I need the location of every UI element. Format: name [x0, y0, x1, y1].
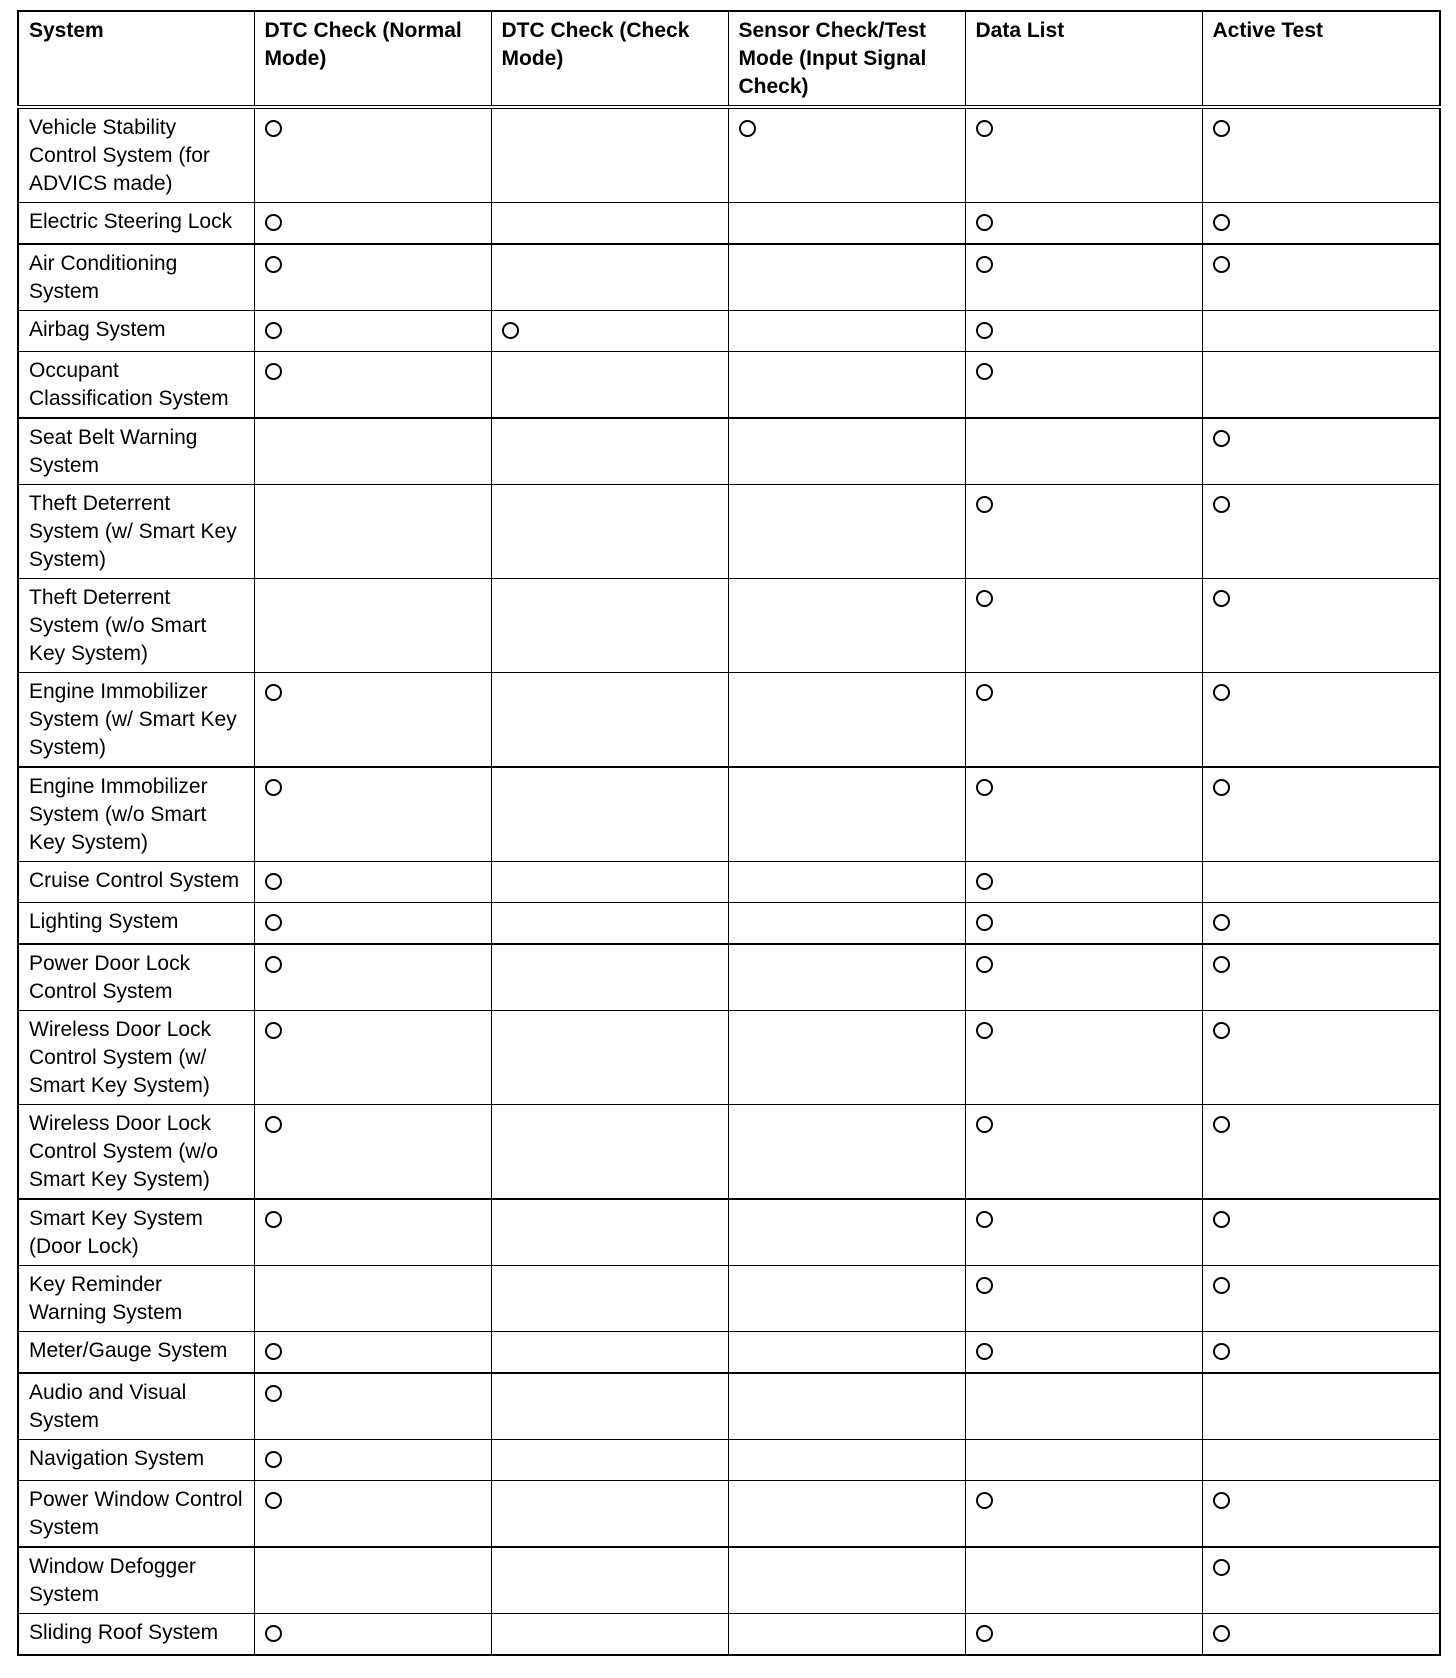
dtc-check-check-mode-cell: [491, 1440, 728, 1481]
data-list-cell: [965, 1440, 1202, 1481]
circle-mark-icon: [739, 120, 756, 137]
dtc-check-normal-mode-cell: [254, 767, 491, 862]
table-row: [18, 767, 1440, 862]
table-row: [18, 673, 1440, 768]
table-row: [18, 203, 1440, 245]
circle-mark-icon: [976, 956, 993, 973]
table-row: [18, 485, 1440, 579]
active-test-cell: [1202, 862, 1440, 903]
system-name-cell: Theft Deterrent System (w/ Smart Key System): [18, 485, 254, 579]
sensor-check-test-mode-cell: [728, 1011, 965, 1105]
table-row: [18, 1199, 1440, 1266]
dtc-check-check-mode-cell: [491, 107, 728, 203]
sensor-check-test-mode-cell: [728, 485, 965, 579]
dtc-check-normal-mode-cell: [254, 1105, 491, 1200]
sensor-check-test-mode-cell: [728, 418, 965, 485]
circle-mark-icon: [1213, 1277, 1230, 1294]
active-test-cell: [1202, 1614, 1440, 1656]
data-list-cell: [965, 107, 1202, 203]
active-test-cell: [1202, 107, 1440, 203]
data-list-cell: [965, 1105, 1202, 1200]
dtc-check-normal-mode-cell: [254, 1481, 491, 1548]
header-system: System: [18, 11, 254, 107]
data-list-cell: [965, 485, 1202, 579]
active-test-cell: [1202, 673, 1440, 768]
circle-mark-icon: [1213, 1022, 1230, 1039]
sensor-check-test-mode-cell: [728, 673, 965, 768]
dtc-check-normal-mode-cell: [254, 1199, 491, 1266]
circle-mark-icon: [265, 1022, 282, 1039]
system-name-cell: Vehicle Stability Control System (for ADVICS made): [18, 107, 254, 203]
circle-mark-icon: [976, 914, 993, 931]
sensor-check-test-mode-cell: [728, 1332, 965, 1374]
dtc-check-normal-mode-cell: [254, 673, 491, 768]
data-list-cell: [965, 1481, 1202, 1548]
circle-mark-icon: [265, 1116, 282, 1133]
table-row: [18, 1373, 1440, 1440]
active-test-cell: [1202, 352, 1440, 419]
circle-mark-icon: [265, 1385, 282, 1402]
data-list-cell: [965, 1373, 1202, 1440]
sensor-check-test-mode-cell: [728, 903, 965, 945]
circle-mark-icon: [976, 1343, 993, 1360]
circle-mark-icon: [265, 1492, 282, 1509]
dtc-check-check-mode-cell: [491, 862, 728, 903]
sensor-check-test-mode-cell: [728, 1440, 965, 1481]
table-row: [18, 579, 1440, 673]
table-row: [18, 244, 1440, 311]
circle-mark-icon: [265, 779, 282, 796]
active-test-cell: [1202, 767, 1440, 862]
dtc-check-check-mode-cell: [491, 1011, 728, 1105]
sensor-check-test-mode-cell: [728, 107, 965, 203]
circle-mark-icon: [1213, 956, 1230, 973]
dtc-check-normal-mode-cell: [254, 1373, 491, 1440]
system-name-cell: Cruise Control System: [18, 862, 254, 903]
active-test-cell: [1202, 1266, 1440, 1332]
system-name-cell: Sliding Roof System: [18, 1614, 254, 1656]
dtc-check-check-mode-cell: [491, 903, 728, 945]
circle-mark-icon: [976, 1625, 993, 1642]
header-data-list: Data List: [965, 11, 1202, 107]
system-name-cell: Theft Deterrent System (w/o Smart Key System): [18, 579, 254, 673]
dtc-check-normal-mode-cell: [254, 1547, 491, 1614]
dtc-check-check-mode-cell: [491, 767, 728, 862]
system-name-cell: Navigation System: [18, 1440, 254, 1481]
sensor-check-test-mode-cell: [728, 352, 965, 419]
sensor-check-test-mode-cell: [728, 1266, 965, 1332]
circle-mark-icon: [976, 1022, 993, 1039]
circle-mark-icon: [976, 1116, 993, 1133]
data-list-cell: [965, 311, 1202, 352]
data-list-cell: [965, 903, 1202, 945]
dtc-check-check-mode-cell: [491, 352, 728, 419]
dtc-check-normal-mode-cell: [254, 1614, 491, 1656]
circle-mark-icon: [976, 590, 993, 607]
active-test-cell: [1202, 1011, 1440, 1105]
active-test-cell: [1202, 1105, 1440, 1200]
sensor-check-test-mode-cell: [728, 767, 965, 862]
table-body: [18, 107, 1440, 1655]
circle-mark-icon: [1213, 590, 1230, 607]
dtc-check-check-mode-cell: [491, 485, 728, 579]
dtc-check-normal-mode-cell: [254, 903, 491, 945]
dtc-check-normal-mode-cell: [254, 485, 491, 579]
table-row: [18, 352, 1440, 419]
circle-mark-icon: [265, 1343, 282, 1360]
data-list-cell: [965, 1547, 1202, 1614]
circle-mark-icon: [976, 1277, 993, 1294]
table-row: [18, 1105, 1440, 1200]
table-row: [18, 418, 1440, 485]
system-name-cell: Occupant Classification System: [18, 352, 254, 419]
system-name-cell: Meter/Gauge System: [18, 1332, 254, 1374]
circle-mark-icon: [1213, 1116, 1230, 1133]
circle-mark-icon: [976, 214, 993, 231]
sensor-check-test-mode-cell: [728, 1105, 965, 1200]
dtc-check-normal-mode-cell: [254, 418, 491, 485]
dtc-check-check-mode-cell: [491, 203, 728, 245]
dtc-check-normal-mode-cell: [254, 107, 491, 203]
dtc-check-check-mode-cell: [491, 579, 728, 673]
active-test-cell: [1202, 1332, 1440, 1374]
circle-mark-icon: [976, 873, 993, 890]
sensor-check-test-mode-cell: [728, 244, 965, 311]
circle-mark-icon: [976, 496, 993, 513]
header-dtc-check-normal-mode: DTC Check (Normal Mode): [254, 11, 491, 107]
circle-mark-icon: [265, 1625, 282, 1642]
circle-mark-icon: [1213, 1211, 1230, 1228]
data-list-cell: [965, 767, 1202, 862]
active-test-cell: [1202, 944, 1440, 1011]
active-test-cell: [1202, 903, 1440, 945]
dtc-check-check-mode-cell: [491, 944, 728, 1011]
circle-mark-icon: [1213, 779, 1230, 796]
circle-mark-icon: [265, 684, 282, 701]
dtc-check-normal-mode-cell: [254, 311, 491, 352]
dtc-check-normal-mode-cell: [254, 579, 491, 673]
dtc-check-check-mode-cell: [491, 673, 728, 768]
system-name-cell: Air Conditioning System: [18, 244, 254, 311]
circle-mark-icon: [1213, 1492, 1230, 1509]
dtc-check-check-mode-cell: [491, 311, 728, 352]
active-test-cell: [1202, 418, 1440, 485]
table-row: [18, 1614, 1440, 1656]
data-list-cell: [965, 579, 1202, 673]
system-name-cell: Audio and Visual System: [18, 1373, 254, 1440]
system-name-cell: Power Door Lock Control System: [18, 944, 254, 1011]
dtc-check-normal-mode-cell: [254, 203, 491, 245]
circle-mark-icon: [1213, 496, 1230, 513]
table-row: [18, 862, 1440, 903]
dtc-check-check-mode-cell: [491, 1614, 728, 1656]
circle-mark-icon: [1213, 430, 1230, 447]
table-row: [18, 1266, 1440, 1332]
system-name-cell: Engine Immobilizer System (w/ Smart Key System): [18, 673, 254, 768]
circle-mark-icon: [976, 322, 993, 339]
system-name-cell: Lighting System: [18, 903, 254, 945]
circle-mark-icon: [265, 214, 282, 231]
circle-mark-icon: [265, 1451, 282, 1468]
system-name-cell: Wireless Door Lock Control System (w/ Smart Key System): [18, 1011, 254, 1105]
header-row: [18, 11, 1440, 107]
dtc-check-check-mode-cell: [491, 1266, 728, 1332]
header-dtc-check-check-mode: DTC Check (Check Mode): [491, 11, 728, 107]
circle-mark-icon: [265, 956, 282, 973]
circle-mark-icon: [265, 256, 282, 273]
active-test-cell: [1202, 1440, 1440, 1481]
circle-mark-icon: [976, 1211, 993, 1228]
system-name-cell: Key Reminder Warning System: [18, 1266, 254, 1332]
data-list-cell: [965, 203, 1202, 245]
active-test-cell: [1202, 1481, 1440, 1548]
data-list-cell: [965, 418, 1202, 485]
dtc-check-normal-mode-cell: [254, 944, 491, 1011]
active-test-cell: [1202, 244, 1440, 311]
circle-mark-icon: [265, 873, 282, 890]
circle-mark-icon: [1213, 1625, 1230, 1642]
data-list-cell: [965, 862, 1202, 903]
diagnostic-function-table: [17, 10, 1441, 1656]
table-row: [18, 1547, 1440, 1614]
data-list-cell: [965, 244, 1202, 311]
table-row: [18, 1332, 1440, 1374]
circle-mark-icon: [976, 120, 993, 137]
dtc-check-check-mode-cell: [491, 1105, 728, 1200]
circle-mark-icon: [976, 256, 993, 273]
data-list-cell: [965, 1332, 1202, 1374]
circle-mark-icon: [976, 1492, 993, 1509]
data-list-cell: [965, 352, 1202, 419]
sensor-check-test-mode-cell: [728, 579, 965, 673]
circle-mark-icon: [1213, 256, 1230, 273]
sensor-check-test-mode-cell: [728, 1199, 965, 1266]
circle-mark-icon: [1213, 1559, 1230, 1576]
sensor-check-test-mode-cell: [728, 1547, 965, 1614]
table-row: [18, 1440, 1440, 1481]
sensor-check-test-mode-cell: [728, 1614, 965, 1656]
dtc-check-normal-mode-cell: [254, 352, 491, 419]
circle-mark-icon: [265, 1211, 282, 1228]
dtc-check-check-mode-cell: [491, 1373, 728, 1440]
data-list-cell: [965, 1266, 1202, 1332]
sensor-check-test-mode-cell: [728, 862, 965, 903]
table-row: [18, 1011, 1440, 1105]
table-row: [18, 1481, 1440, 1548]
active-test-cell: [1202, 1373, 1440, 1440]
table-row: [18, 903, 1440, 945]
data-list-cell: [965, 1614, 1202, 1656]
data-list-cell: [965, 673, 1202, 768]
circle-mark-icon: [1213, 1343, 1230, 1360]
circle-mark-icon: [265, 322, 282, 339]
table-row: [18, 311, 1440, 352]
dtc-check-check-mode-cell: [491, 1199, 728, 1266]
circle-mark-icon: [1213, 120, 1230, 137]
data-list-cell: [965, 1199, 1202, 1266]
active-test-cell: [1202, 485, 1440, 579]
data-list-cell: [965, 944, 1202, 1011]
table-row: [18, 107, 1440, 203]
sensor-check-test-mode-cell: [728, 1373, 965, 1440]
dtc-check-normal-mode-cell: [254, 1266, 491, 1332]
system-name-cell: Power Window Control System: [18, 1481, 254, 1548]
sensor-check-test-mode-cell: [728, 944, 965, 1011]
header-sensor-check-test-mode: Sensor Check/Test Mode (Input Signal Check): [728, 11, 965, 107]
sensor-check-test-mode-cell: [728, 1481, 965, 1548]
sensor-check-test-mode-cell: [728, 311, 965, 352]
dtc-check-check-mode-cell: [491, 1547, 728, 1614]
active-test-cell: [1202, 1199, 1440, 1266]
system-name-cell: Smart Key System (Door Lock): [18, 1199, 254, 1266]
circle-mark-icon: [502, 322, 519, 339]
system-name-cell: Wireless Door Lock Control System (w/o Smart Key System): [18, 1105, 254, 1200]
active-test-cell: [1202, 579, 1440, 673]
circle-mark-icon: [265, 363, 282, 380]
system-name-cell: Electric Steering Lock: [18, 203, 254, 245]
dtc-check-normal-mode-cell: [254, 1011, 491, 1105]
dtc-check-check-mode-cell: [491, 244, 728, 311]
system-name-cell: Window Defogger System: [18, 1547, 254, 1614]
system-name-cell: Airbag System: [18, 311, 254, 352]
dtc-check-check-mode-cell: [491, 418, 728, 485]
system-name-cell: Engine Immobilizer System (w/o Smart Key System): [18, 767, 254, 862]
active-test-cell: [1202, 311, 1440, 352]
table-row: [18, 944, 1440, 1011]
circle-mark-icon: [1213, 684, 1230, 701]
dtc-check-normal-mode-cell: [254, 1440, 491, 1481]
circle-mark-icon: [265, 120, 282, 137]
circle-mark-icon: [1213, 214, 1230, 231]
dtc-check-normal-mode-cell: [254, 1332, 491, 1374]
active-test-cell: [1202, 1547, 1440, 1614]
circle-mark-icon: [976, 363, 993, 380]
circle-mark-icon: [265, 914, 282, 931]
data-list-cell: [965, 1011, 1202, 1105]
header-active-test: Active Test: [1202, 11, 1440, 107]
system-name-cell: Seat Belt Warning System: [18, 418, 254, 485]
dtc-check-check-mode-cell: [491, 1481, 728, 1548]
dtc-check-normal-mode-cell: [254, 862, 491, 903]
sensor-check-test-mode-cell: [728, 203, 965, 245]
circle-mark-icon: [976, 684, 993, 701]
dtc-check-check-mode-cell: [491, 1332, 728, 1374]
circle-mark-icon: [976, 779, 993, 796]
circle-mark-icon: [1213, 914, 1230, 931]
dtc-check-normal-mode-cell: [254, 244, 491, 311]
active-test-cell: [1202, 203, 1440, 245]
